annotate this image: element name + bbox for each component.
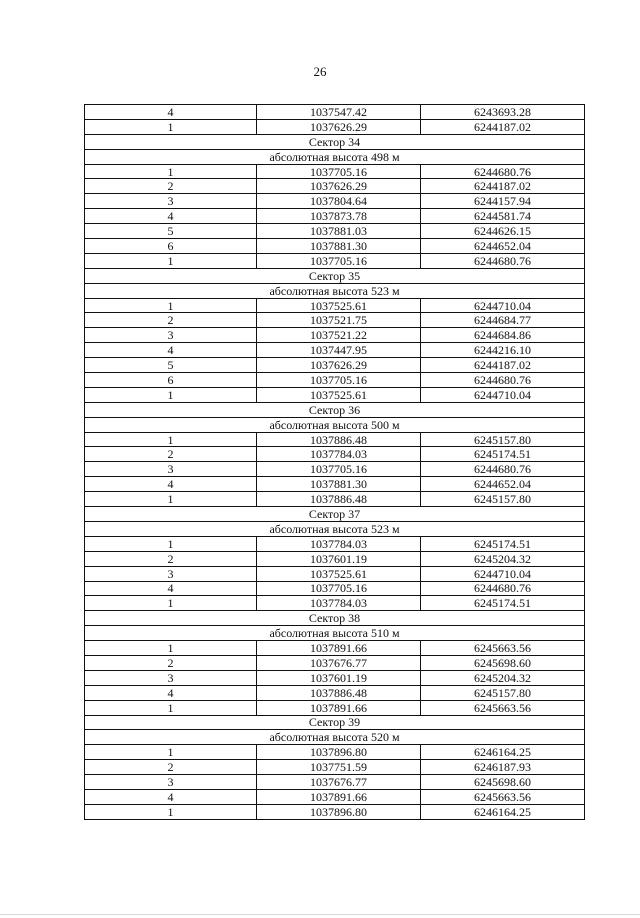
point-number-cell: 3 bbox=[85, 670, 257, 685]
coordinate-x-cell: 1037891.66 bbox=[257, 641, 421, 656]
table-row bbox=[85, 536, 585, 551]
coordinate-x-cell: 1037626.29 bbox=[257, 358, 421, 373]
table-row bbox=[85, 641, 585, 656]
altitude-label: абсолютная высота 510 м bbox=[85, 626, 585, 641]
coordinate-x-cell: 1037896.80 bbox=[257, 745, 421, 760]
table-row bbox=[85, 358, 585, 373]
point-number-cell: 1 bbox=[85, 298, 257, 313]
coordinate-y-cell: 6244187.02 bbox=[421, 119, 585, 134]
coordinate-y-cell: 6244652.04 bbox=[421, 239, 585, 254]
table-row bbox=[85, 596, 585, 611]
table-row bbox=[85, 224, 585, 239]
point-number-cell: 1 bbox=[85, 536, 257, 551]
coordinate-y-cell: 6244652.04 bbox=[421, 477, 585, 492]
coordinate-y-cell: 6245698.60 bbox=[421, 775, 585, 790]
table-row bbox=[85, 462, 585, 477]
coordinate-x-cell: 1037886.48 bbox=[257, 685, 421, 700]
coordinate-y-cell: 6245157.80 bbox=[421, 492, 585, 507]
coordinate-y-cell: 6244626.15 bbox=[421, 224, 585, 239]
sector-title: Сектор 37 bbox=[85, 507, 585, 522]
coordinate-y-cell: 6245204.32 bbox=[421, 551, 585, 566]
altitude-row bbox=[85, 283, 585, 298]
table-row bbox=[85, 209, 585, 224]
point-number-cell: 1 bbox=[85, 745, 257, 760]
coordinate-x-cell: 1037784.03 bbox=[257, 596, 421, 611]
table-row bbox=[85, 655, 585, 670]
point-number-cell: 4 bbox=[85, 789, 257, 804]
table-row bbox=[85, 685, 585, 700]
point-number-cell: 3 bbox=[85, 328, 257, 343]
point-number-cell: 6 bbox=[85, 239, 257, 254]
coordinate-y-cell: 6245698.60 bbox=[421, 655, 585, 670]
altitude-label: абсолютная высота 498 м bbox=[85, 149, 585, 164]
coordinate-y-cell: 6245157.80 bbox=[421, 432, 585, 447]
page-number: 26 bbox=[313, 64, 327, 79]
table-row bbox=[85, 253, 585, 268]
point-number-cell: 1 bbox=[85, 432, 257, 447]
point-number-cell: 4 bbox=[85, 685, 257, 700]
coordinate-x-cell: 1037881.30 bbox=[257, 477, 421, 492]
point-number-cell: 4 bbox=[85, 105, 257, 120]
table-row bbox=[85, 804, 585, 819]
table-row bbox=[85, 566, 585, 581]
coordinate-x-cell: 1037676.77 bbox=[257, 655, 421, 670]
coordinate-y-cell: 6244680.76 bbox=[421, 253, 585, 268]
point-number-cell: 4 bbox=[85, 581, 257, 596]
coordinate-y-cell: 6244187.02 bbox=[421, 358, 585, 373]
table-row bbox=[85, 551, 585, 566]
table-row bbox=[85, 581, 585, 596]
coordinate-x-cell: 1037705.16 bbox=[257, 462, 421, 477]
point-number-cell: 1 bbox=[85, 596, 257, 611]
coordinate-x-cell: 1037525.61 bbox=[257, 298, 421, 313]
coordinate-x-cell: 1037891.66 bbox=[257, 789, 421, 804]
coordinate-x-cell: 1037521.22 bbox=[257, 328, 421, 343]
coordinate-x-cell: 1037886.48 bbox=[257, 492, 421, 507]
sector-header-row bbox=[85, 715, 585, 730]
table-row bbox=[85, 760, 585, 775]
coordinate-y-cell: 6246164.25 bbox=[421, 745, 585, 760]
point-number-cell: 2 bbox=[85, 313, 257, 328]
table-row bbox=[85, 387, 585, 402]
coordinates-table-container bbox=[84, 104, 584, 820]
point-number-cell: 5 bbox=[85, 224, 257, 239]
table-row bbox=[85, 298, 585, 313]
table-row bbox=[85, 700, 585, 715]
table-row bbox=[85, 477, 585, 492]
coordinate-x-cell: 1037626.29 bbox=[257, 179, 421, 194]
table-row bbox=[85, 775, 585, 790]
coordinate-x-cell: 1037447.95 bbox=[257, 343, 421, 358]
sector-header-row bbox=[85, 611, 585, 626]
table-row bbox=[85, 670, 585, 685]
altitude-label: абсолютная высота 523 м bbox=[85, 283, 585, 298]
point-number-cell: 1 bbox=[85, 387, 257, 402]
table-row bbox=[85, 745, 585, 760]
table-row bbox=[85, 373, 585, 388]
table-row bbox=[85, 179, 585, 194]
sector-title: Сектор 35 bbox=[85, 268, 585, 283]
sector-header-row bbox=[85, 134, 585, 149]
coordinate-x-cell: 1037525.61 bbox=[257, 566, 421, 581]
point-number-cell: 1 bbox=[85, 164, 257, 179]
table-row bbox=[85, 313, 585, 328]
point-number-cell: 1 bbox=[85, 700, 257, 715]
table-row bbox=[85, 328, 585, 343]
coordinate-x-cell: 1037521.75 bbox=[257, 313, 421, 328]
coordinate-y-cell: 6244684.77 bbox=[421, 313, 585, 328]
coordinate-y-cell: 6244710.04 bbox=[421, 298, 585, 313]
coordinate-y-cell: 6244187.02 bbox=[421, 179, 585, 194]
point-number-cell: 3 bbox=[85, 462, 257, 477]
point-number-cell: 1 bbox=[85, 641, 257, 656]
coordinate-y-cell: 6245663.56 bbox=[421, 641, 585, 656]
table-row bbox=[85, 239, 585, 254]
coordinate-x-cell: 1037881.30 bbox=[257, 239, 421, 254]
altitude-label: абсолютная высота 500 м bbox=[85, 417, 585, 432]
coordinate-y-cell: 6244680.76 bbox=[421, 462, 585, 477]
coordinate-x-cell: 1037891.66 bbox=[257, 700, 421, 715]
sector-title: Сектор 38 bbox=[85, 611, 585, 626]
altitude-label: абсолютная высота 523 м bbox=[85, 521, 585, 536]
coordinate-x-cell: 1037886.48 bbox=[257, 432, 421, 447]
table-row bbox=[85, 789, 585, 804]
coordinate-x-cell: 1037705.16 bbox=[257, 581, 421, 596]
coordinate-y-cell: 6246164.25 bbox=[421, 804, 585, 819]
coordinate-x-cell: 1037881.03 bbox=[257, 224, 421, 239]
altitude-row bbox=[85, 149, 585, 164]
coordinate-x-cell: 1037873.78 bbox=[257, 209, 421, 224]
coordinate-y-cell: 6245663.56 bbox=[421, 700, 585, 715]
point-number-cell: 2 bbox=[85, 655, 257, 670]
coordinate-y-cell: 6246187.93 bbox=[421, 760, 585, 775]
altitude-row bbox=[85, 730, 585, 745]
coordinate-y-cell: 6245174.51 bbox=[421, 447, 585, 462]
sector-title: Сектор 34 bbox=[85, 134, 585, 149]
coordinate-x-cell: 1037601.19 bbox=[257, 551, 421, 566]
point-number-cell: 1 bbox=[85, 804, 257, 819]
table-row bbox=[85, 105, 585, 120]
table-row bbox=[85, 119, 585, 134]
coordinate-x-cell: 1037705.16 bbox=[257, 253, 421, 268]
coordinate-y-cell: 6244581.74 bbox=[421, 209, 585, 224]
coordinate-y-cell: 6245663.56 bbox=[421, 789, 585, 804]
table-row bbox=[85, 194, 585, 209]
point-number-cell: 1 bbox=[85, 253, 257, 268]
coordinate-y-cell: 6243693.28 bbox=[421, 105, 585, 120]
point-number-cell: 3 bbox=[85, 566, 257, 581]
coordinate-y-cell: 6244684.86 bbox=[421, 328, 585, 343]
coordinate-y-cell: 6244680.76 bbox=[421, 581, 585, 596]
coordinate-x-cell: 1037676.77 bbox=[257, 775, 421, 790]
coordinate-y-cell: 6245204.32 bbox=[421, 670, 585, 685]
altitude-row bbox=[85, 626, 585, 641]
coordinate-y-cell: 6245174.51 bbox=[421, 536, 585, 551]
altitude-row bbox=[85, 417, 585, 432]
page-bottom-edge bbox=[0, 914, 640, 915]
coordinate-y-cell: 6244680.76 bbox=[421, 373, 585, 388]
sector-title: Сектор 36 bbox=[85, 402, 585, 417]
coordinate-y-cell: 6245157.80 bbox=[421, 685, 585, 700]
coordinates-table bbox=[84, 104, 585, 820]
point-number-cell: 2 bbox=[85, 551, 257, 566]
point-number-cell: 6 bbox=[85, 373, 257, 388]
coordinate-x-cell: 1037601.19 bbox=[257, 670, 421, 685]
altitude-row bbox=[85, 521, 585, 536]
point-number-cell: 2 bbox=[85, 447, 257, 462]
sector-header-row bbox=[85, 268, 585, 283]
point-number-cell: 5 bbox=[85, 358, 257, 373]
sector-header-row bbox=[85, 402, 585, 417]
coordinate-y-cell: 6244710.04 bbox=[421, 387, 585, 402]
coordinate-x-cell: 1037804.64 bbox=[257, 194, 421, 209]
point-number-cell: 4 bbox=[85, 477, 257, 492]
point-number-cell: 3 bbox=[85, 194, 257, 209]
coordinate-x-cell: 1037784.03 bbox=[257, 536, 421, 551]
table-row bbox=[85, 432, 585, 447]
point-number-cell: 3 bbox=[85, 775, 257, 790]
coordinate-x-cell: 1037896.80 bbox=[257, 804, 421, 819]
coordinate-x-cell: 1037525.61 bbox=[257, 387, 421, 402]
point-number-cell: 2 bbox=[85, 179, 257, 194]
point-number-cell: 2 bbox=[85, 760, 257, 775]
table-row bbox=[85, 492, 585, 507]
table-row bbox=[85, 447, 585, 462]
altitude-label: абсолютная высота 520 м bbox=[85, 730, 585, 745]
coordinate-y-cell: 6244680.76 bbox=[421, 164, 585, 179]
coordinate-y-cell: 6244216.10 bbox=[421, 343, 585, 358]
coordinate-y-cell: 6245174.51 bbox=[421, 596, 585, 611]
point-number-cell: 1 bbox=[85, 119, 257, 134]
point-number-cell: 1 bbox=[85, 492, 257, 507]
table-row bbox=[85, 164, 585, 179]
coordinate-x-cell: 1037784.03 bbox=[257, 447, 421, 462]
point-number-cell: 4 bbox=[85, 343, 257, 358]
coordinate-x-cell: 1037751.59 bbox=[257, 760, 421, 775]
point-number-cell: 4 bbox=[85, 209, 257, 224]
coordinates-table-body bbox=[85, 105, 585, 820]
table-row bbox=[85, 343, 585, 358]
sector-title: Сектор 39 bbox=[85, 715, 585, 730]
coordinate-x-cell: 1037705.16 bbox=[257, 373, 421, 388]
sector-header-row bbox=[85, 507, 585, 522]
coordinate-y-cell: 6244157.94 bbox=[421, 194, 585, 209]
coordinate-x-cell: 1037626.29 bbox=[257, 119, 421, 134]
coordinate-x-cell: 1037705.16 bbox=[257, 164, 421, 179]
coordinate-x-cell: 1037547.42 bbox=[257, 105, 421, 120]
coordinate-y-cell: 6244710.04 bbox=[421, 566, 585, 581]
